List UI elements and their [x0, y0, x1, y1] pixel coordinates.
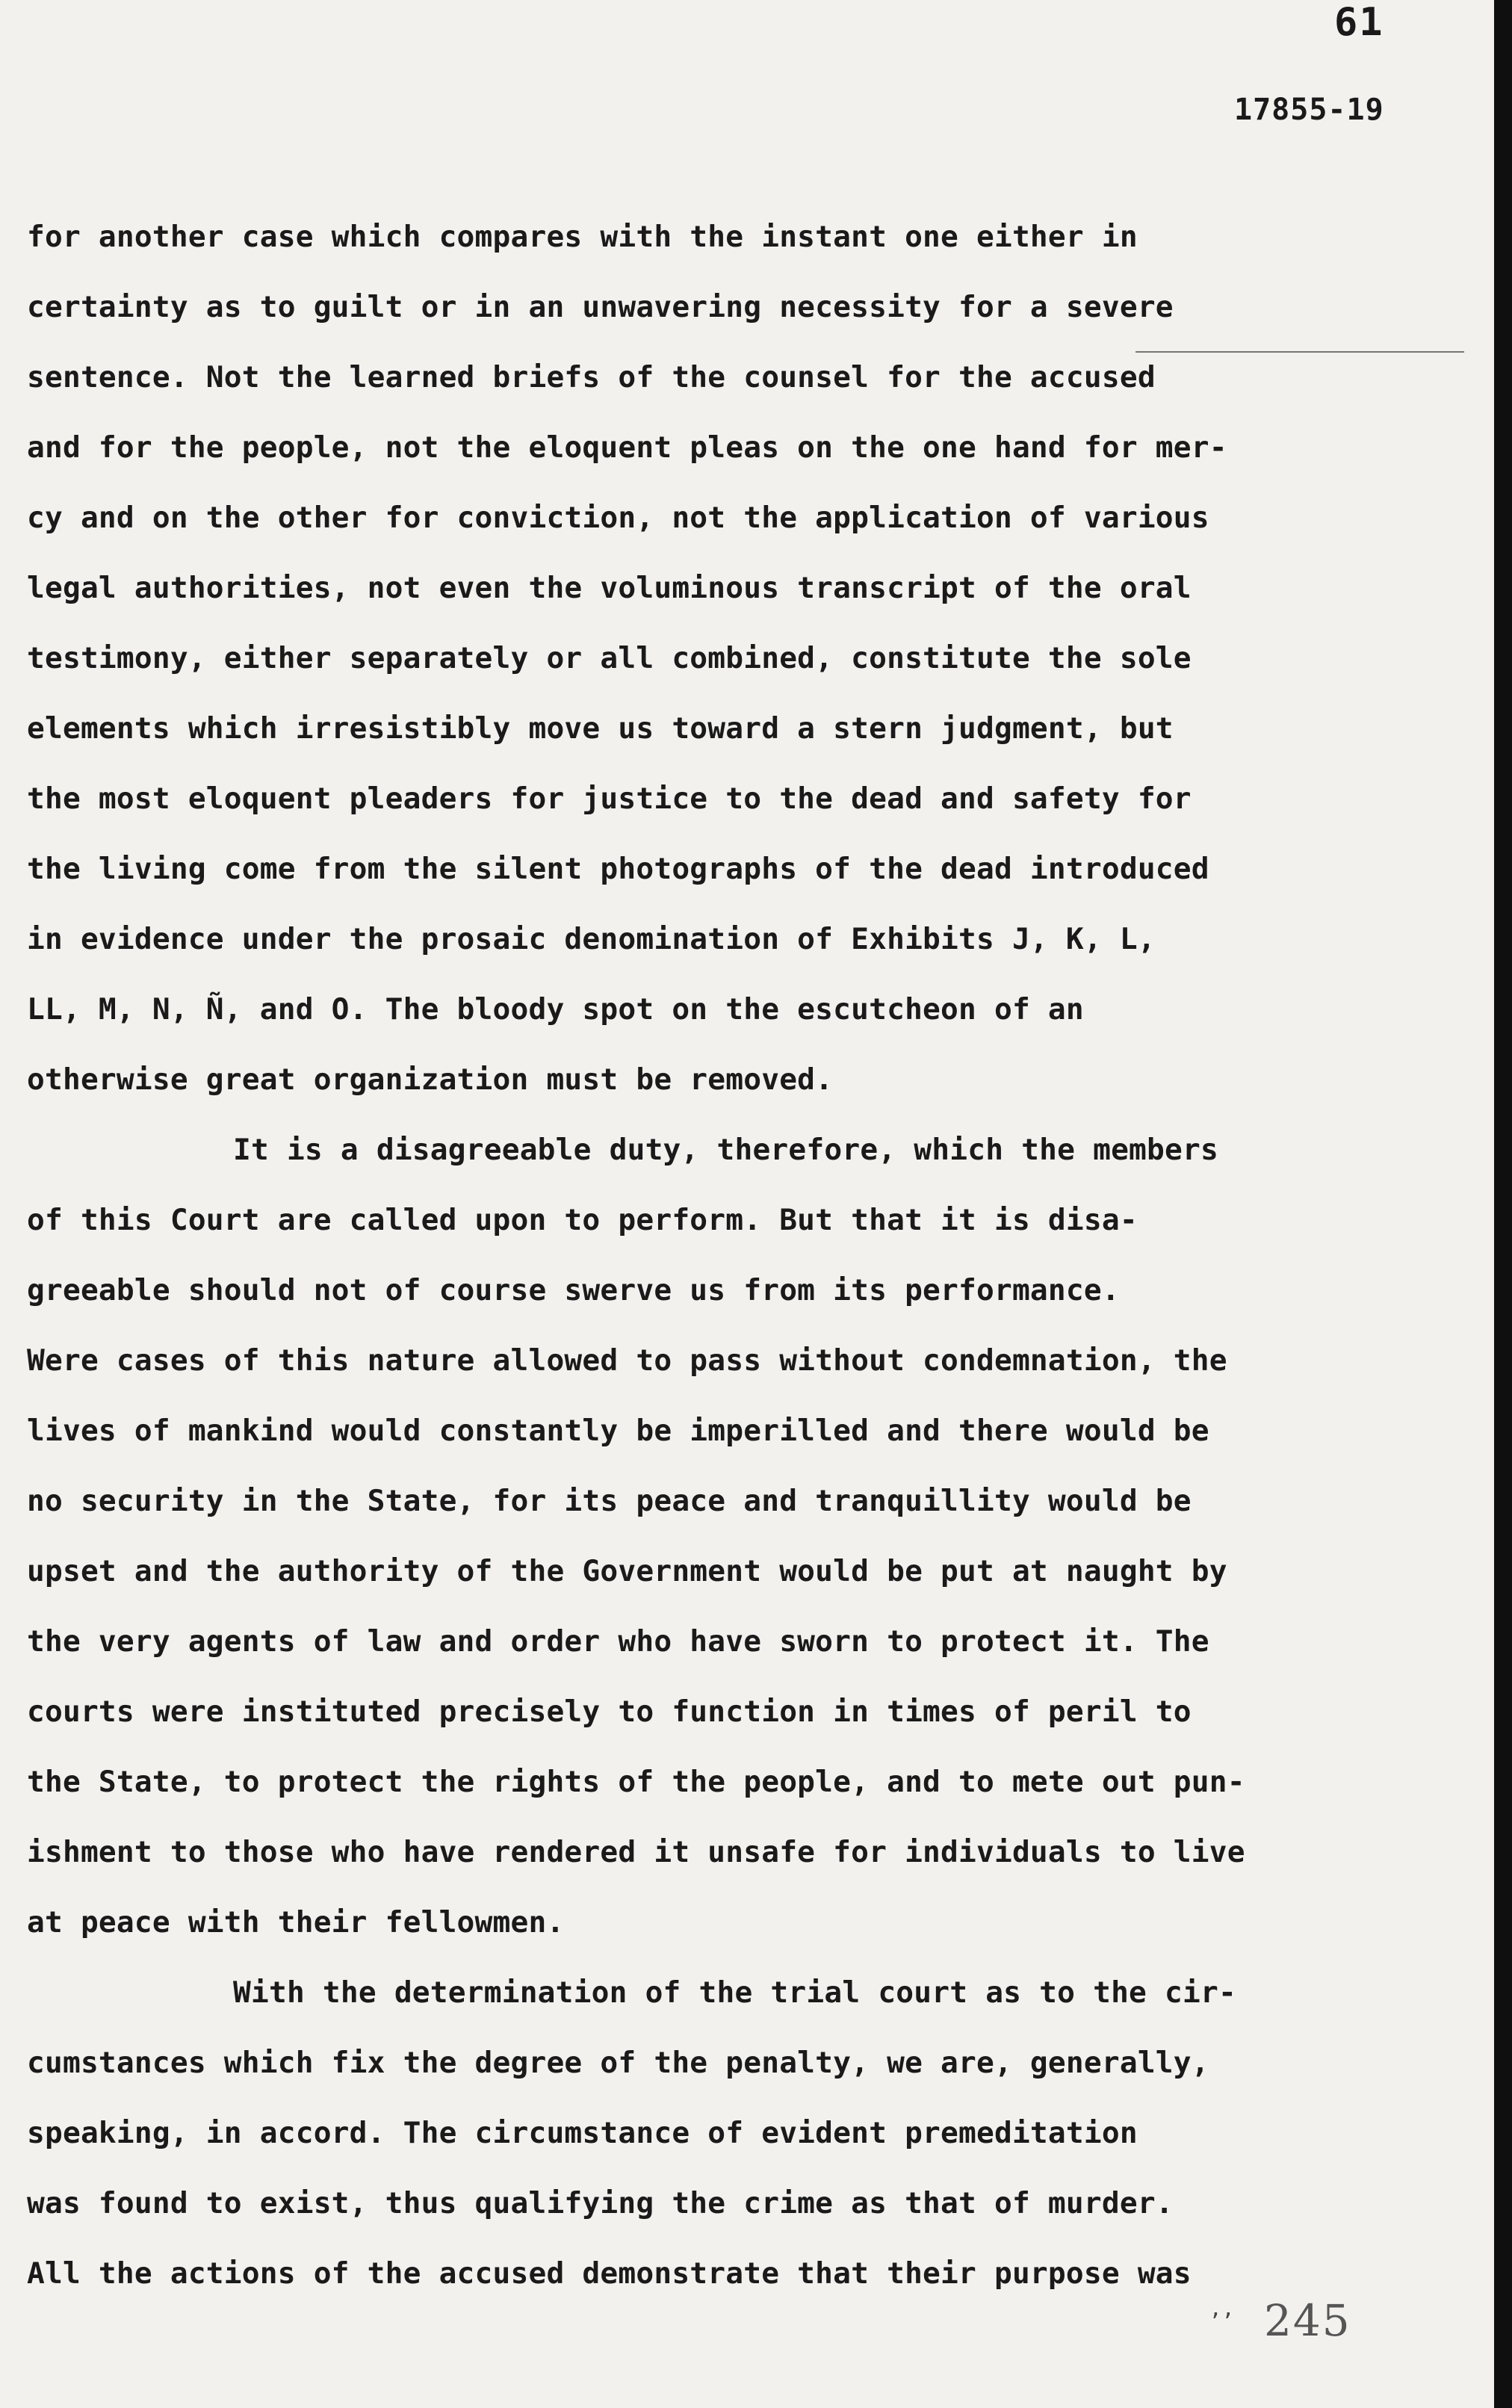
- text-line: the State, to protect the rights of the people, and to mete out pun-: [27, 1765, 1245, 1799]
- text-line: speaking, in accord. The circumstance of evident premeditation: [27, 2116, 1138, 2150]
- text-line: upset and the authority of the Government would be put at naught by: [27, 1554, 1227, 1588]
- text-line: the very agents of law and order who have sworn to protect it. The: [27, 1624, 1209, 1659]
- text-line: at peace with their fellowmen.: [27, 1905, 565, 1940]
- text-line: testimony, either separately or all combined, constitute the sole: [27, 641, 1192, 675]
- page-number: 61: [1334, 0, 1384, 45]
- text-line: All the actions of the accused demonstrate that their purpose was: [27, 2256, 1192, 2291]
- text-line: greeable should not of course swerve us from its performance.: [27, 1273, 1120, 1307]
- handwritten-page-mark: 245: [1264, 2295, 1351, 2346]
- text-line: otherwise great organization must be removed.: [27, 1062, 834, 1097]
- paragraph-start-line: It is a disagreeable duty, therefore, which the members: [233, 1133, 1218, 1167]
- text-line: lives of mankind would constantly be imperilled and there would be: [27, 1414, 1209, 1448]
- text-line: of this Court are called upon to perform. But that it is disa-: [27, 1203, 1138, 1237]
- text-line: cumstances which fix the degree of the penalty, we are, generally,: [27, 2046, 1209, 2080]
- text-line: cy and on the other for conviction, not the application of various: [27, 501, 1209, 535]
- text-line: sentence. Not the learned briefs of the counsel for the accused: [27, 360, 1156, 394]
- text-line: courts were instituted precisely to function in times of peril to: [27, 1694, 1192, 1729]
- document-body: [27, 202, 1450, 2309]
- text-line: elements which irresistibly move us toward a stern judgment, but: [27, 711, 1174, 746]
- paragraph-start-line: With the determination of the trial court as to the cir-: [233, 1975, 1236, 2010]
- text-line: in evidence under the prosaic denomination of Exhibits J, K, L,: [27, 922, 1156, 956]
- text-line: Were cases of this nature allowed to pass without condemnation, the: [27, 1343, 1227, 1378]
- text-line: the most eloquent pleaders for justice to the dead and safety for: [27, 781, 1192, 816]
- text-line: ishment to those who have rendered it unsafe for individuals to live: [27, 1835, 1245, 1869]
- pen-tick-mark: ʼʼ: [1209, 2309, 1234, 2333]
- text-line: and for the people, not the eloquent pleas on the one hand for mer-: [27, 430, 1227, 465]
- text-line: no security in the State, for its peace and tranquillity would be: [27, 1484, 1192, 1518]
- docket-number: 17855-19: [1234, 93, 1384, 127]
- text-line: legal authorities, not even the voluminous transcript of the oral: [27, 571, 1192, 605]
- text-line: was found to exist, thus qualifying the crime as that of murder.: [27, 2186, 1174, 2220]
- text-line: the living come from the silent photographs of the dead introduced: [27, 852, 1209, 886]
- text-line: certainty as to guilt or in an unwavering necessity for a severe: [27, 290, 1174, 324]
- text-line: for another case which compares with the instant one either in: [27, 220, 1138, 254]
- scan-edge: [1494, 0, 1512, 2408]
- text-line: LL, M, N, Ñ, and O. The bloody spot on the escutcheon of an: [27, 992, 1084, 1027]
